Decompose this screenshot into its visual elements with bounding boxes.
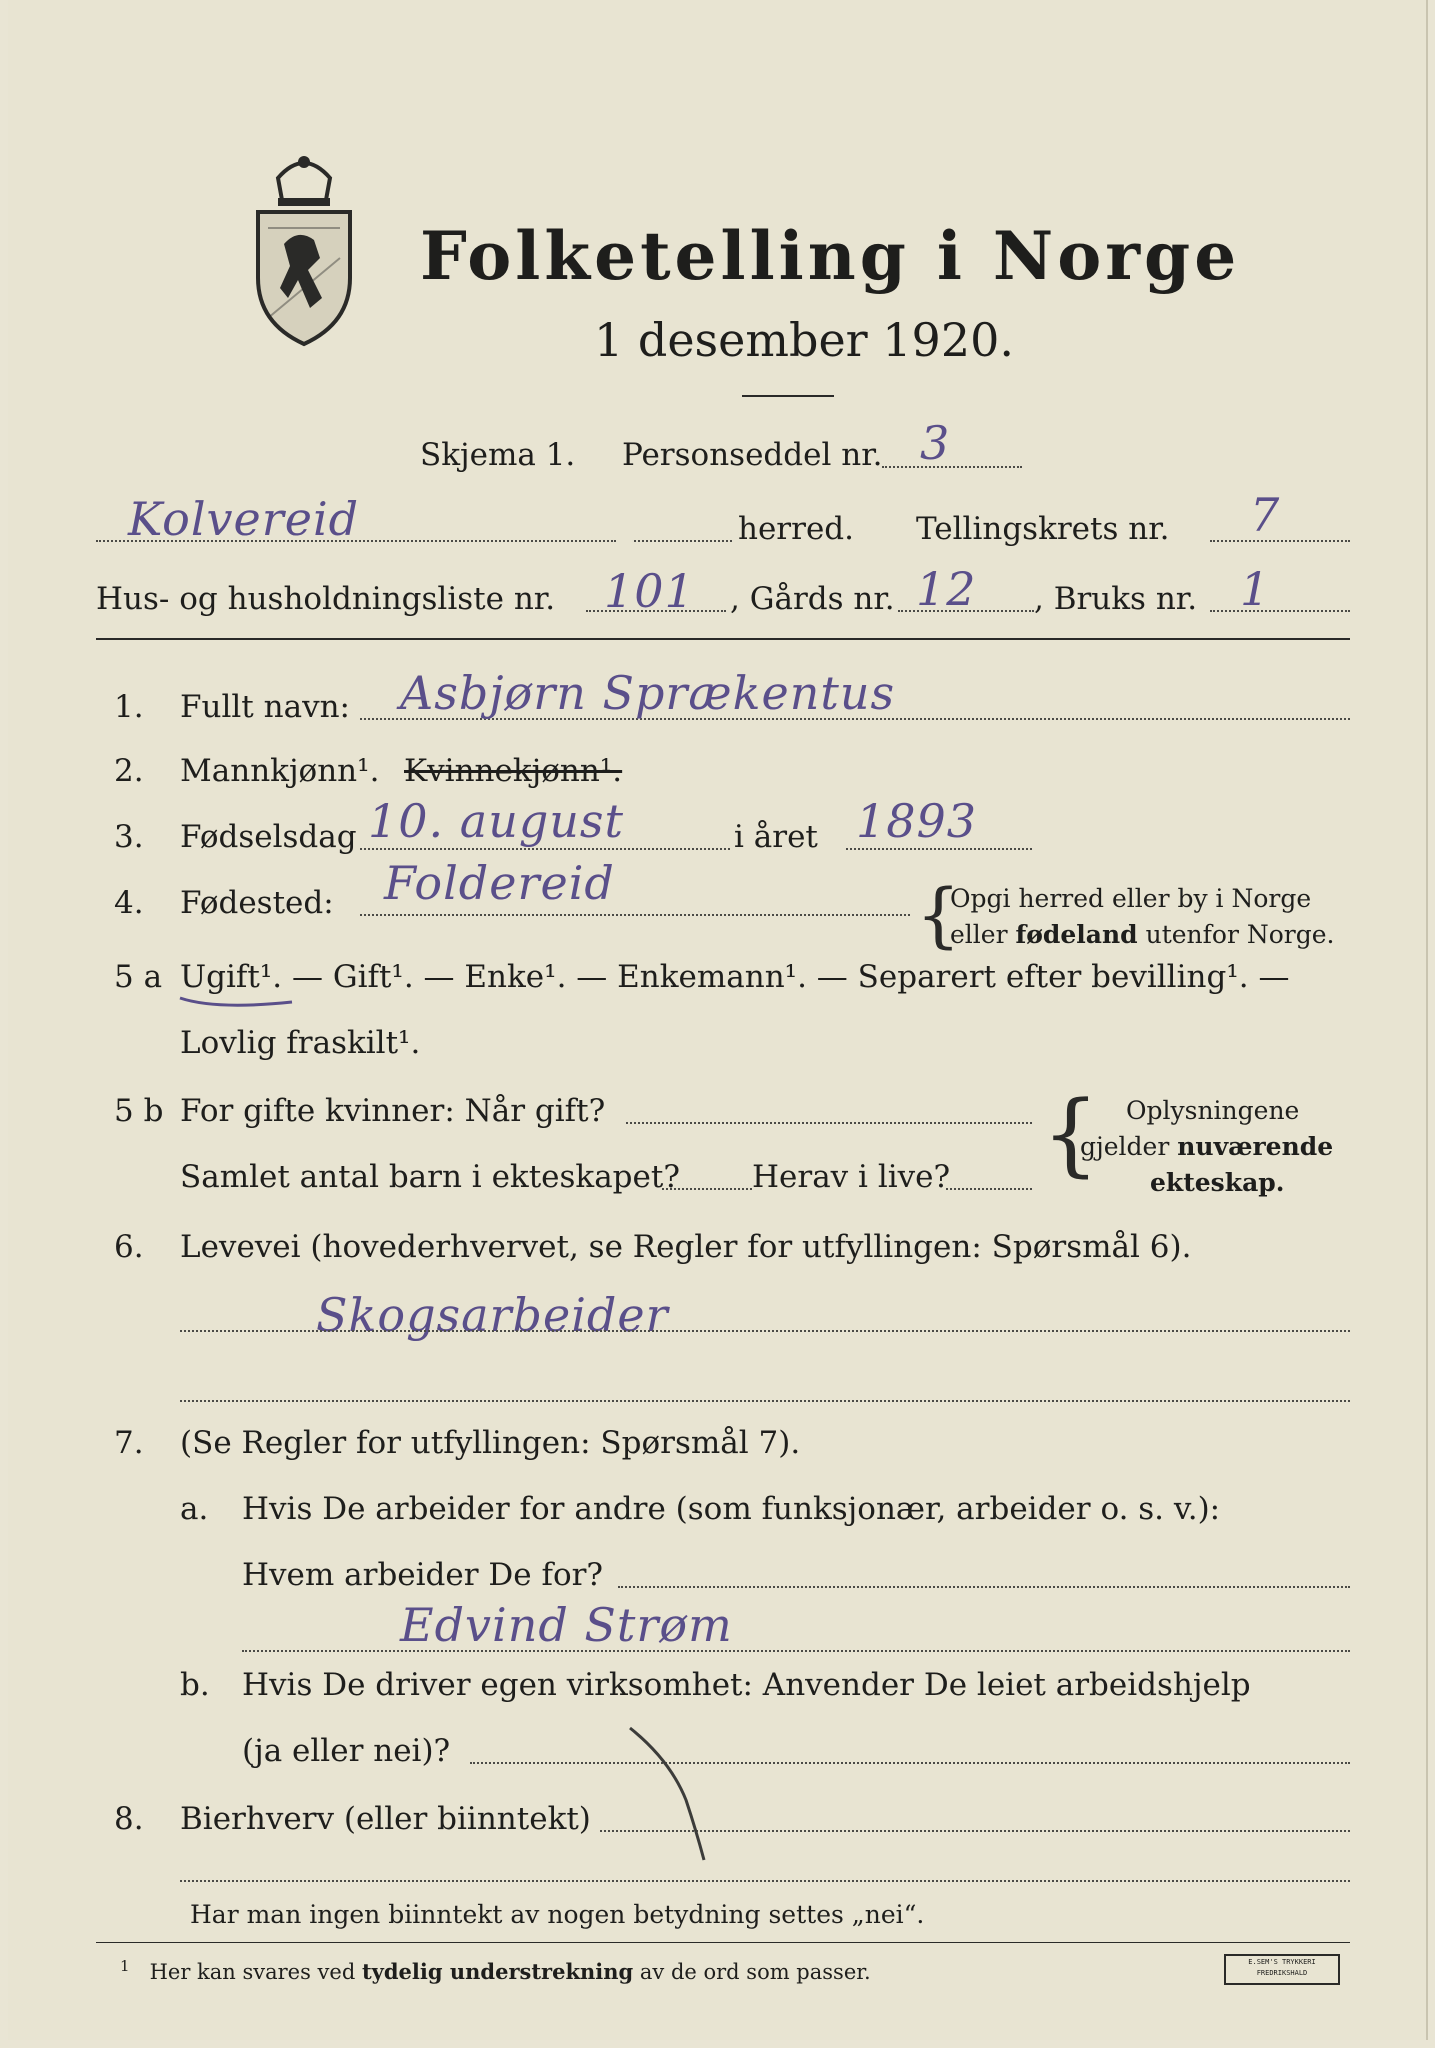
- q8-number: 8.: [114, 1801, 144, 1837]
- q8-label: Bierhverv (eller biinntekt): [180, 1801, 591, 1837]
- printer-city: FREDRIKSHALD: [1256, 1969, 1308, 1977]
- tellingskrets-label: Tellingskrets nr.: [916, 511, 1170, 547]
- bruks-value: 1: [1240, 562, 1271, 616]
- q3-value: 10. august: [368, 794, 624, 848]
- q7a-value: Edvind Strøm: [400, 1598, 733, 1652]
- q7-number: 7.: [114, 1425, 144, 1461]
- q7-label: (Se Regler for utfyllingen: Spørsmål 7).: [180, 1425, 801, 1461]
- herred-label: herred.: [738, 511, 854, 547]
- q4-note-2a: eller: [950, 920, 1016, 949]
- printer-name: E.SEM'S TRYKKERI: [1248, 1958, 1316, 1966]
- footnote-c: av de ord som passer.: [633, 1960, 871, 1984]
- q7b-number: b.: [180, 1667, 210, 1703]
- header-rule: [96, 638, 1350, 640]
- dash-mark: [620, 1720, 740, 1870]
- footnote: [120, 1952, 871, 1986]
- tellingskrets-value: 7: [1250, 488, 1281, 542]
- personseddel-line: [882, 466, 1022, 468]
- q2-male: Mannkjønn¹.: [180, 753, 380, 789]
- q5a-ugift: Ugift¹.: [180, 959, 283, 995]
- q7a-line-1: [618, 1586, 1350, 1588]
- q5b-note-2b: nuværende: [1177, 1132, 1334, 1161]
- q7b-line: [470, 1762, 1350, 1764]
- tellingskrets-line: [1210, 540, 1350, 542]
- footer-note: Har man ingen biinntekt av nogen betydning settes „nei“.: [190, 1900, 925, 1929]
- q3-line: [360, 848, 730, 850]
- q2-number: 2.: [114, 753, 144, 789]
- q4-number: 4.: [114, 885, 144, 921]
- q4-label: Fødested:: [180, 885, 334, 921]
- herred-line-2: [634, 540, 732, 542]
- q5b-label-2: Samlet antal barn i ekteskapet?: [180, 1159, 680, 1195]
- ugift-underline-mark: [176, 992, 296, 1012]
- q5a-number: 5 a: [114, 959, 163, 995]
- q4-brace: {: [916, 874, 961, 956]
- q3-year-value: 1893: [856, 794, 978, 848]
- q6-line-1: [180, 1330, 1350, 1332]
- q4-note-1: Opgi herred eller by i Norge: [950, 884, 1312, 913]
- q5b-note-2: [1080, 1132, 1333, 1162]
- q1-value: Asbjørn Sprækentus: [400, 666, 896, 720]
- bruks-line: [1210, 610, 1350, 612]
- bruks-label: , Bruks nr.: [1034, 581, 1198, 617]
- footnote-a: Her kan svares ved: [149, 1960, 362, 1984]
- q5a-options: [180, 958, 1289, 996]
- skjema-label: Skjema 1.: [420, 437, 576, 473]
- q7b-label: Hvis De driver egen virksomhet: Anvender De leiet arbeidshjelp: [242, 1667, 1251, 1703]
- title-divider: [742, 395, 834, 397]
- norwegian-coat-of-arms-icon: [248, 148, 360, 348]
- q7a-label: Hvis De arbeider for andre (som funksjonær, arbeider o. s. v.):: [242, 1491, 1221, 1527]
- personseddel-label: Personseddel nr.: [622, 437, 883, 473]
- herred-value: Kolvereid: [128, 492, 360, 546]
- q4-note-2: [950, 920, 1334, 950]
- q4-note-2c: utenfor Norge.: [1137, 920, 1335, 949]
- q4-note-2b: fødeland: [1015, 920, 1138, 949]
- q2-female-struck: Kvinnekjønn¹.: [404, 753, 623, 789]
- personseddel-value: 3: [920, 416, 951, 470]
- q5a-line2: Lovlig fraskilt¹.: [180, 1025, 421, 1061]
- q8-line-2: [180, 1880, 1350, 1882]
- q7a-number: a.: [180, 1491, 209, 1527]
- q5b-number: 5 b: [114, 1093, 164, 1129]
- q6-label: Levevei (hovederhvervet, se Regler for utfyllingen: Spørsmål 6).: [180, 1229, 1192, 1265]
- footnote-number: 1: [120, 1957, 130, 1975]
- husliste-value: 101: [604, 564, 695, 618]
- husliste-label: Hus- og husholdningsliste nr.: [96, 581, 556, 617]
- q5b-brace: {: [1042, 1082, 1100, 1187]
- q3-year-label: i året: [734, 819, 818, 855]
- footnote-b: tydelig understrekning: [361, 1959, 634, 1984]
- q5b-line-3: [946, 1188, 1032, 1190]
- q5b-line-1: [626, 1122, 1032, 1124]
- footer-rule: [96, 1942, 1350, 1943]
- q5b-note-3: ekteskap.: [1150, 1168, 1285, 1197]
- form-title: Folketelling i Norge: [420, 217, 1241, 295]
- q5a-rest: — Gift¹. — Enke¹. — Enkemann¹. — Separert efter bevilling¹. —: [282, 959, 1290, 995]
- q5b-label-1: For gifte kvinner: Når gift?: [180, 1093, 606, 1129]
- q7a-sub: Hvem arbeider De for?: [242, 1557, 604, 1593]
- q5b-line-2: [662, 1188, 752, 1190]
- q3-year-line: [846, 848, 1032, 850]
- q6-line-2: [180, 1400, 1350, 1402]
- printer-stamp: [1224, 1954, 1340, 1985]
- q4-line: [360, 914, 910, 916]
- q6-value: Skogsarbeider: [316, 1288, 669, 1342]
- gards-label: , Gårds nr.: [730, 581, 895, 617]
- gards-value: 12: [916, 562, 977, 616]
- form-date: 1 desember 1920.: [594, 313, 1014, 367]
- q7a-line-2: [242, 1650, 1350, 1652]
- q5b-label-3: Herav i live?: [752, 1159, 951, 1195]
- q1-label: Fullt navn:: [180, 689, 350, 725]
- q5b-note-1: Oplysningene: [1126, 1096, 1300, 1125]
- q5b-note-2a: gjelder: [1080, 1132, 1178, 1161]
- q1-number: 1.: [114, 689, 144, 725]
- q6-number: 6.: [114, 1229, 144, 1265]
- q3-label: Fødselsdag: [180, 819, 357, 855]
- q7b-sub: (ja eller nei)?: [242, 1733, 451, 1769]
- q4-value: Foldereid: [384, 856, 615, 910]
- q3-number: 3.: [114, 819, 144, 855]
